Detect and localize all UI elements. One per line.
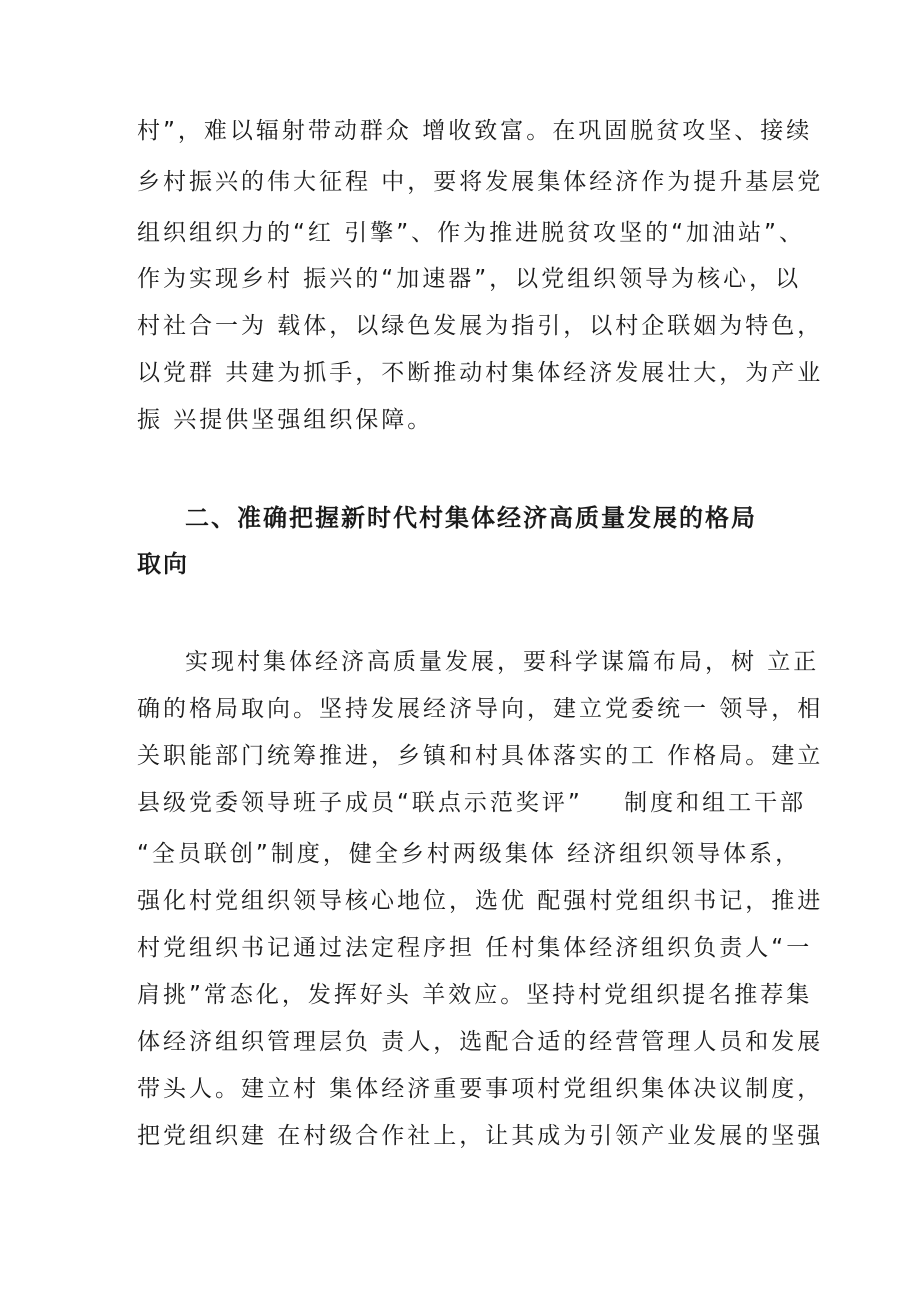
paragraph-line: 村党组织书记通过法定程序担 任村集体经济组织负责人“一: [137, 935, 813, 961]
paragraph-line: 体经济组织管理层负 责人，选配合适的经营管理人员和发展: [137, 1029, 824, 1055]
paragraph-line: 肩挑”常态化，发挥好头 羊效应。坚持村党组织提名推荐集: [137, 982, 813, 1008]
paragraph-line: 县级党委领导班子成员“联点示范奖评” 制度和组工干部: [137, 790, 807, 816]
paragraph-line: “全员联创”制度，健全乡村两级集体 经济组织领导体系，: [137, 841, 802, 867]
paragraph-line: 关职能部门统筹推进，乡镇和村具体落实的工 作格局。建立: [137, 743, 824, 769]
heading-line: 二、准确把握新时代村集体经济高质量发展的格局: [185, 504, 757, 532]
paragraph-line: 村”，难以辐射带动群众 增收致富。在巩固脱贫攻坚、接续: [137, 118, 813, 144]
paragraph-line: 带头人。建立村 集体经济重要事项村党组织集体决议制度，: [137, 1076, 824, 1102]
paragraph-line: 实现村集体经济高质量发展，要科学谋篇布局，树 立正: [185, 649, 820, 675]
paragraph-line: 组织组织力的“红 引擎”、作为推进脱贫攻坚的“加油站”、: [137, 220, 805, 246]
paragraph-line: 村社合一为 载体，以绿色发展为指引，以村企联姻为特色，: [137, 313, 824, 339]
paragraph-line: 振 兴提供坚强组织保障。: [137, 407, 434, 433]
paragraph-line: 以党群 共建为抓手，不断推动村集体经济发展壮大，为产业: [137, 360, 824, 386]
paragraph-line: 确的格局取向。坚持发展经济导向，建立党委统一 领导，相: [137, 696, 824, 722]
paragraph-line: 乡村振兴的伟大征程 中，要将发展集体经济作为提升基层党: [137, 169, 824, 195]
heading-line: 取向: [137, 550, 189, 578]
paragraph-line: 强化村党组织领导核心地位，选优 配强村党组织书记，推进: [137, 888, 824, 914]
paragraph-line: 把党组织建 在村级合作社上，让其成为引领产业发展的坚强: [137, 1123, 824, 1149]
paragraph-line: 作为实现乡村 振兴的“加速器”，以党组织领导为核心，以: [137, 266, 802, 292]
